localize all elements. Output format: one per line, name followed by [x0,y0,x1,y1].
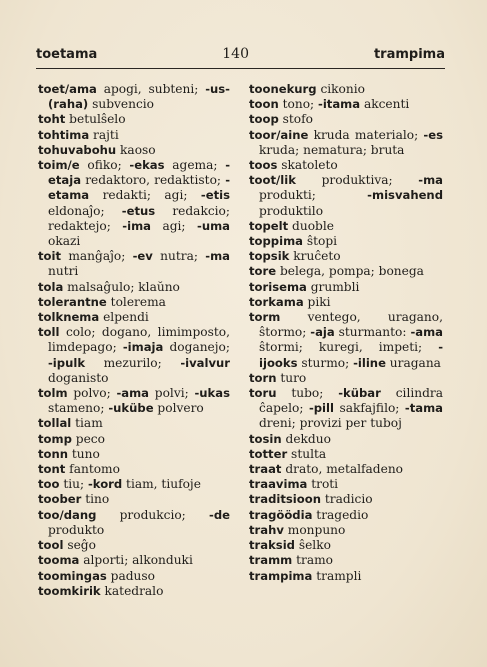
entry-headword: -ama [116,386,150,401]
entry-definition: belega, pompa; bonega [276,264,424,279]
page-header [36,46,445,68]
entry-definition: seĝo [63,538,96,553]
entry-definition: skatoleto [277,158,338,173]
entry-definition: grumbli [306,279,360,294]
entry-definition: produkcio; [96,507,210,522]
entry-definition: kruĉeto [289,249,341,264]
entry-definition: colo; dogano, limimposto, limdepago; [48,325,230,355]
entry-headword: -etis [200,188,230,203]
entry-headword: toor/aine [249,127,309,142]
entry-headword: torisema [249,279,307,294]
entry-definition: peco [71,431,105,446]
dictionary-entry [249,97,443,112]
entry-headword: toht [38,112,66,127]
entry-headword: totter [249,446,288,461]
dictionary-entry [38,112,230,127]
entry-headword: toonekurg [249,82,317,96]
entry-definition: nutri [48,264,79,279]
entry-definition: agi; [151,218,198,233]
entry-definition: malsaĝulo; klaŭno [63,279,180,294]
entry-headword: tolknema [38,310,100,325]
entry-headword: toon [249,97,279,112]
entry-definition: drato, metalfadeno [281,462,404,477]
dictionary-entry [38,432,230,447]
entry-headword: -tama [404,401,443,416]
dictionary-entry [38,447,230,462]
entry-definition: sturmo; [297,355,354,370]
entry-definition: tradicio [320,492,373,507]
entry-definition: dreni; provizi per tuboj [259,416,402,431]
entry-definition: tiam [71,416,103,431]
entry-headword: too/dang [38,507,97,522]
entry-headword: -ma [418,173,443,188]
entry-definition: sakfajfilo; [333,401,405,416]
entry-headword: tosin [249,431,282,446]
entry-headword: tont [38,462,66,477]
entry-headword: traat [249,462,282,477]
dictionary-entry [249,447,443,462]
entry-headword: -ijooks [259,340,443,370]
entry-headword: torn [249,370,277,385]
entry-definition: redakti; agi; [89,188,201,203]
entry-headword: too [38,477,60,492]
dictionary-entry [249,371,443,386]
dictionary-entry [249,219,443,234]
entry-headword: -ukas [194,386,230,401]
entry-definition: agema; [164,158,226,173]
entry-definition: paduso [106,568,155,583]
entry-definition: tono; [278,97,319,112]
entry-definition: okazi [48,234,81,249]
entry-headword: toit [38,249,62,264]
entry-headword: -itama [318,97,361,112]
entry-headword: -kübar [338,386,381,401]
entry-definition: stofo [278,112,313,127]
entry-definition: fantomo [65,462,120,477]
entry-headword: -etama [48,173,230,203]
entry-definition: produktilo [259,203,324,218]
dictionary-entry [38,553,230,568]
dictionary-entry [249,249,443,264]
dictionary-entry [38,128,230,143]
dictionary-entry [249,569,443,584]
entry-definition: kruda materialo; [308,127,424,142]
entry-definition: cikonio [316,82,365,96]
entry-headword: -de [209,507,230,522]
entry-definition: dekduo [281,431,331,446]
entry-definition: monpuno [283,522,346,537]
entry-headword: trahv [249,522,284,537]
dictionary-entry [249,82,443,97]
entry-definition: tiu; [59,477,88,492]
dictionary-entry [249,553,443,568]
entry-headword: topsik [249,249,290,264]
entry-headword: tola [38,279,64,294]
entry-headword: toim/e [38,158,80,173]
entry-definition: ventego, uragano, ŝtormo; [259,310,443,340]
entry-definition: stameno; [48,401,109,416]
entry-headword: -uma [197,218,230,233]
entry-headword: -ipulk [48,355,86,370]
dictionary-entry [249,538,443,553]
entry-headword: trampima [249,568,313,583]
entry-headword: -etus [121,203,156,218]
dictionary-entry [38,249,230,279]
entry-headword: traditsioon [249,492,321,507]
dictionary-entry [38,477,230,492]
dictionary-entry [38,325,230,386]
entry-definition: tino [81,492,110,507]
dictionary-entry [249,386,443,432]
entry-definition: subvencio [88,97,155,112]
entry-definition: produkto [48,522,105,537]
entry-definition: uragana [385,355,441,370]
entry-headword: -kord [87,477,123,492]
entry-definition: sturmanto: [334,325,411,340]
dictionary-entry [249,508,443,523]
dictionary-entry [38,569,230,584]
left-column [38,82,230,599]
dictionary-entry [38,492,230,507]
dictionary-entry [249,310,443,371]
entry-headword: tramm [249,553,293,568]
entry-definition: tubo; [276,386,339,401]
entry-headword: traavima [249,477,308,492]
entry-definition: turo [276,370,307,385]
dictionary-entry [249,462,443,477]
entry-headword: tool [38,538,64,553]
entry-definition: tiam, tiufoje [122,477,201,492]
entry-headword: -ukübe [108,401,154,416]
entry-headword: toll [38,325,60,340]
entry-definition: cilindra ĉapelo; [259,386,443,416]
right-column [249,82,443,584]
dictionary-entry [38,280,230,295]
entry-headword: tollal [38,416,72,431]
entry-definition: katedralo [100,583,164,598]
entry-headword: -etaja [48,158,230,188]
entry-definition: eldonaĵo; [48,203,122,218]
entry-definition: akcenti [360,97,410,112]
entry-headword: -ivalvur [180,355,230,370]
entry-headword: -pill [308,401,334,416]
entry-headword: -ima [122,218,151,233]
dictionary-entry [38,82,230,112]
entry-headword: tore [249,264,277,279]
entry-definition: tolerema [106,294,166,309]
entry-headword: toomingas [38,568,107,583]
entry-definition: betulŝelo [65,112,126,127]
entry-definition: kaoso [116,142,156,157]
entry-headword: -ekas [129,158,165,173]
dictionary-entry [38,584,230,599]
entry-definition: apogi, subteni; [96,82,206,96]
entry-definition: ŝtormi; kuregi, impeti; [259,340,439,355]
dictionary-entry [38,416,230,431]
entry-headword: tomp [38,431,72,446]
entry-definition: ŝtopi [302,234,338,249]
entry-definition: doganisto [48,370,109,385]
entry-definition: nutra; [152,249,206,264]
entry-definition: ofiko; [79,158,130,173]
entry-definition: polvo; [67,386,117,401]
entry-definition: produkti; [259,188,368,203]
entry-definition: ŝelko [294,538,331,553]
dictionary-entry [38,538,230,553]
left-running-head: toetama [36,47,98,62]
dictionary-entry [249,234,443,249]
dictionary-entry [249,432,443,447]
dictionary-entry [249,128,443,158]
dictionary-entry [38,386,230,416]
entry-headword: tohuvabohu [38,142,117,157]
dictionary-entry [38,508,230,538]
entry-definition: redakcio; redaktejo; [48,203,230,233]
entry-headword: toppima [249,234,303,249]
entry-definition: trampli [312,568,362,583]
entry-headword: toober [38,492,82,507]
entry-headword: topelt [249,218,289,233]
entry-headword: tonn [38,446,69,461]
entry-definition: alporti; alkonduki [79,553,193,568]
entry-headword: tolerantne [38,294,107,309]
entry-definition: doganejo; [163,340,230,355]
entry-headword: -iline [353,355,386,370]
entry-definition: elpendi [99,310,149,325]
entry-headword: torm [249,310,281,325]
entry-definition: mezurilo; [85,355,181,370]
entry-definition: kruda; nematura; bruta [259,142,405,157]
entry-definition: piki [303,294,331,309]
entry-headword: traksid [249,538,295,553]
entry-definition: produktiva; [295,173,419,188]
entry-headword: -us-(raha) [48,82,230,112]
entry-headword: toru [249,386,277,401]
header-rule [36,68,445,69]
dictionary-entry [249,523,443,538]
entry-headword: -ev [132,249,153,264]
entry-definition: polvi; [149,386,195,401]
entry-headword: tragöödia [249,507,313,522]
dictionary-entry [249,264,443,279]
entry-headword: -es [423,127,443,142]
entry-definition: manĝaĵo; [61,249,133,264]
dictionary-entry [249,477,443,492]
dictionary-entry [249,112,443,127]
entry-headword: torkama [249,294,304,309]
dictionary-entry [38,158,230,249]
page-number: 140 [222,46,249,62]
entry-headword: toot/lik [249,173,296,188]
entry-headword: toomkirik [38,583,101,598]
entry-headword: toet/ama [38,82,97,96]
entry-definition: tragedio [312,507,369,522]
dictionary-entry [38,143,230,158]
entry-definition: troti [307,477,339,492]
entry-definition: rajti [89,127,119,142]
entry-headword: -imaja [122,340,164,355]
dictionary-entry [249,295,443,310]
dictionary-entry [38,295,230,310]
dictionary-entry [249,492,443,507]
entry-headword: -ma [205,249,230,264]
entry-definition: tuno [68,446,100,461]
dictionary-entry [38,310,230,325]
dictionary-entry [249,173,443,219]
entry-headword: -ama [410,325,443,340]
entry-headword: -misvahend [367,188,443,203]
entry-headword: toop [249,112,279,127]
entry-headword: -aja [310,325,335,340]
entry-definition: polvero [153,401,204,416]
right-running-head: trampima [373,47,445,62]
dictionary-entry [249,280,443,295]
entry-definition: redaktoro, redaktisto; [81,173,226,188]
entry-definition: tramo [292,553,334,568]
entry-headword: tohtima [38,127,90,142]
entry-headword: toos [249,158,278,173]
entry-headword: tooma [38,553,80,568]
dictionary-entry [249,158,443,173]
dictionary-entry [38,462,230,477]
entry-headword: tolm [38,386,68,401]
entry-definition: duoble [288,218,334,233]
entry-definition: stulta [287,446,327,461]
